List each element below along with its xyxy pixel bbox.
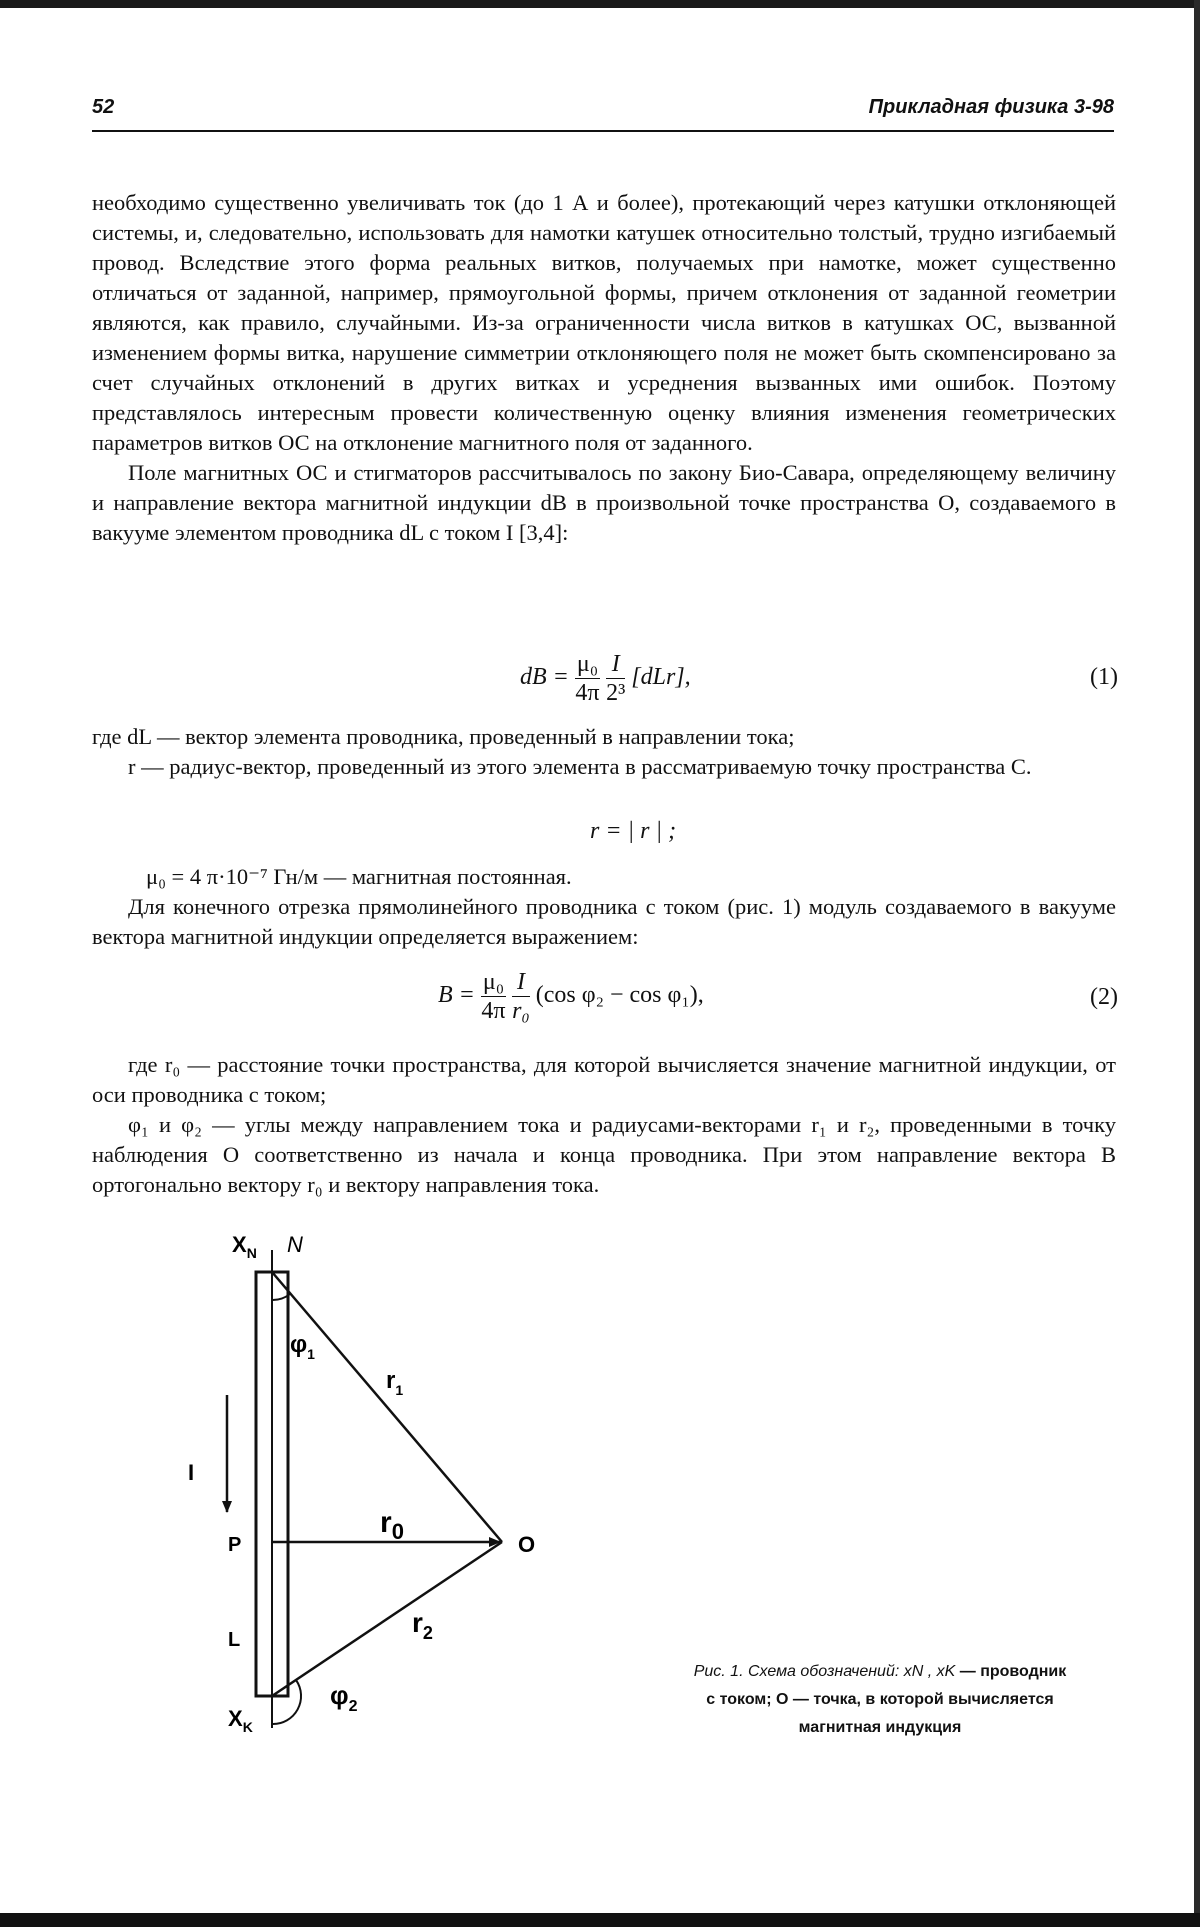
paragraph-3: Для конечного отрезка прямолинейного проводника с током (рис. 1) модуль создаваемого в вакууме вектора магнитной индукции определяется выражением: [92, 894, 1116, 949]
formula-1-den-a: 4π [575, 680, 600, 706]
formula-2-den-b: r₀ [512, 998, 530, 1024]
equation-number-1: (1) [1090, 664, 1118, 690]
vector-r2 [272, 1542, 502, 1696]
label-r1: $r_1$ [386, 1367, 404, 1398]
vector-r1 [272, 1272, 502, 1542]
paragraph-1: необходимо существенно увеличивать ток (до 1 А и более), протекающий через катушки отклоняющей системы, и, следовательно, использовать для намотки катушек относительно толстый, трудно изгибаемый провод. Вследствие этого форма реальных витков, получаемых при намотке, может существенно отличаться от заданной, например, прямоугольной формы, причем отклонения от заданной геометрии являются, как правило, случайными. Из-за ограниченности числа витков в катушках ОС, вызванной изменением формы витка, нарушение симметрии отклоняющего поля не может быть скомпенсировано за счет случайных отклонений в других витках и усреднения вызванных ими ошибок. Поэтому представлялось интересным провести количественную оценку влияния изменения геометрических параметров витков ОС на отклонение магнитного поля от заданного. [92, 190, 1116, 455]
mu0-definition: μ₀ = 4 π·10⁻⁷ Гн/м — магнитная постоянная. [146, 864, 572, 889]
caption-line-1 [630, 1658, 1130, 1686]
formula-2-lhs: B = [438, 982, 475, 1009]
figure-caption [630, 1658, 1130, 1742]
caption-label: Рис. 1. Схема обозначений: xN , xK [693, 1663, 956, 1680]
label-phi1: $\varphi_1$ [290, 1331, 315, 1362]
label-xk: $X_K$ [228, 1706, 253, 1735]
where-r: r — радиус-вектор, проведенный из этого элемента в рассматриваемую точку пространства С. [128, 754, 1032, 779]
formula-1-num-a: μ₀ [576, 651, 599, 677]
formula-2-den-a: 4π [481, 998, 506, 1024]
formula-1-num-b: I [606, 650, 625, 679]
label-xn: $X_N$ [232, 1232, 257, 1261]
caption-line-1-rest: — проводник [959, 1663, 1067, 1680]
paragraph-2: Поле магнитных ОС и стигматоров рассчитывалось по закону Био-Савара, определяющему величину и направление вектора магнитной индукции dB в произвольной точке пространства О, создаваемого в вакууме элементом проводника dL с током I [3,4]: [92, 460, 1116, 545]
formula-r-modulus: r = | r | ; [590, 818, 677, 844]
equation-number-2: (2) [1090, 984, 1118, 1010]
formula-1-den-b: 2³ [606, 680, 626, 706]
label-n: N [287, 1232, 303, 1257]
caption-line-2: с током; О — точка, в которой вычисляется [706, 1691, 1054, 1708]
label-l: L [228, 1629, 241, 1651]
formula-1-lhs: dB = [520, 664, 569, 691]
where-dl: где dL — вектор элемента проводника, проведенный в направлении тока; [92, 724, 795, 749]
caption-line-3: магнитная индукция [798, 1719, 962, 1736]
where-phi: φ₁ и φ₂ — углы между направлением тока и радиусами-векторами r₁ и r₂, проведенными в точку наблюдения О соответственно из начала и конца проводника. При этом направление вектора B ортогонально вектору r₀ и вектору направления тока. [92, 1112, 1116, 1197]
formula-1-rhs: [dLr], [631, 664, 691, 691]
formula-2-num-a: μ₀ [482, 969, 505, 995]
label-r0: $r_0$ [380, 1506, 404, 1544]
label-point-o: O [518, 1532, 536, 1557]
formula-2-rhs: (cos φ₂ − cos φ₁), [535, 982, 704, 1009]
page-number: 52 [92, 96, 115, 118]
label-phi2: $\varphi_2$ [330, 1680, 358, 1715]
where-r0: где r₀ — расстояние точки пространства, для которой вычисляется значение магнитной индукции, от оси проводника с током; [92, 1052, 1116, 1107]
label-r2: $r_2$ [412, 1607, 433, 1643]
label-current-i: I [188, 1460, 195, 1485]
label-point-p: P [228, 1534, 242, 1556]
formula-2-num-b: I [512, 968, 530, 997]
journal-title: Прикладная физика 3-98 [868, 96, 1114, 118]
